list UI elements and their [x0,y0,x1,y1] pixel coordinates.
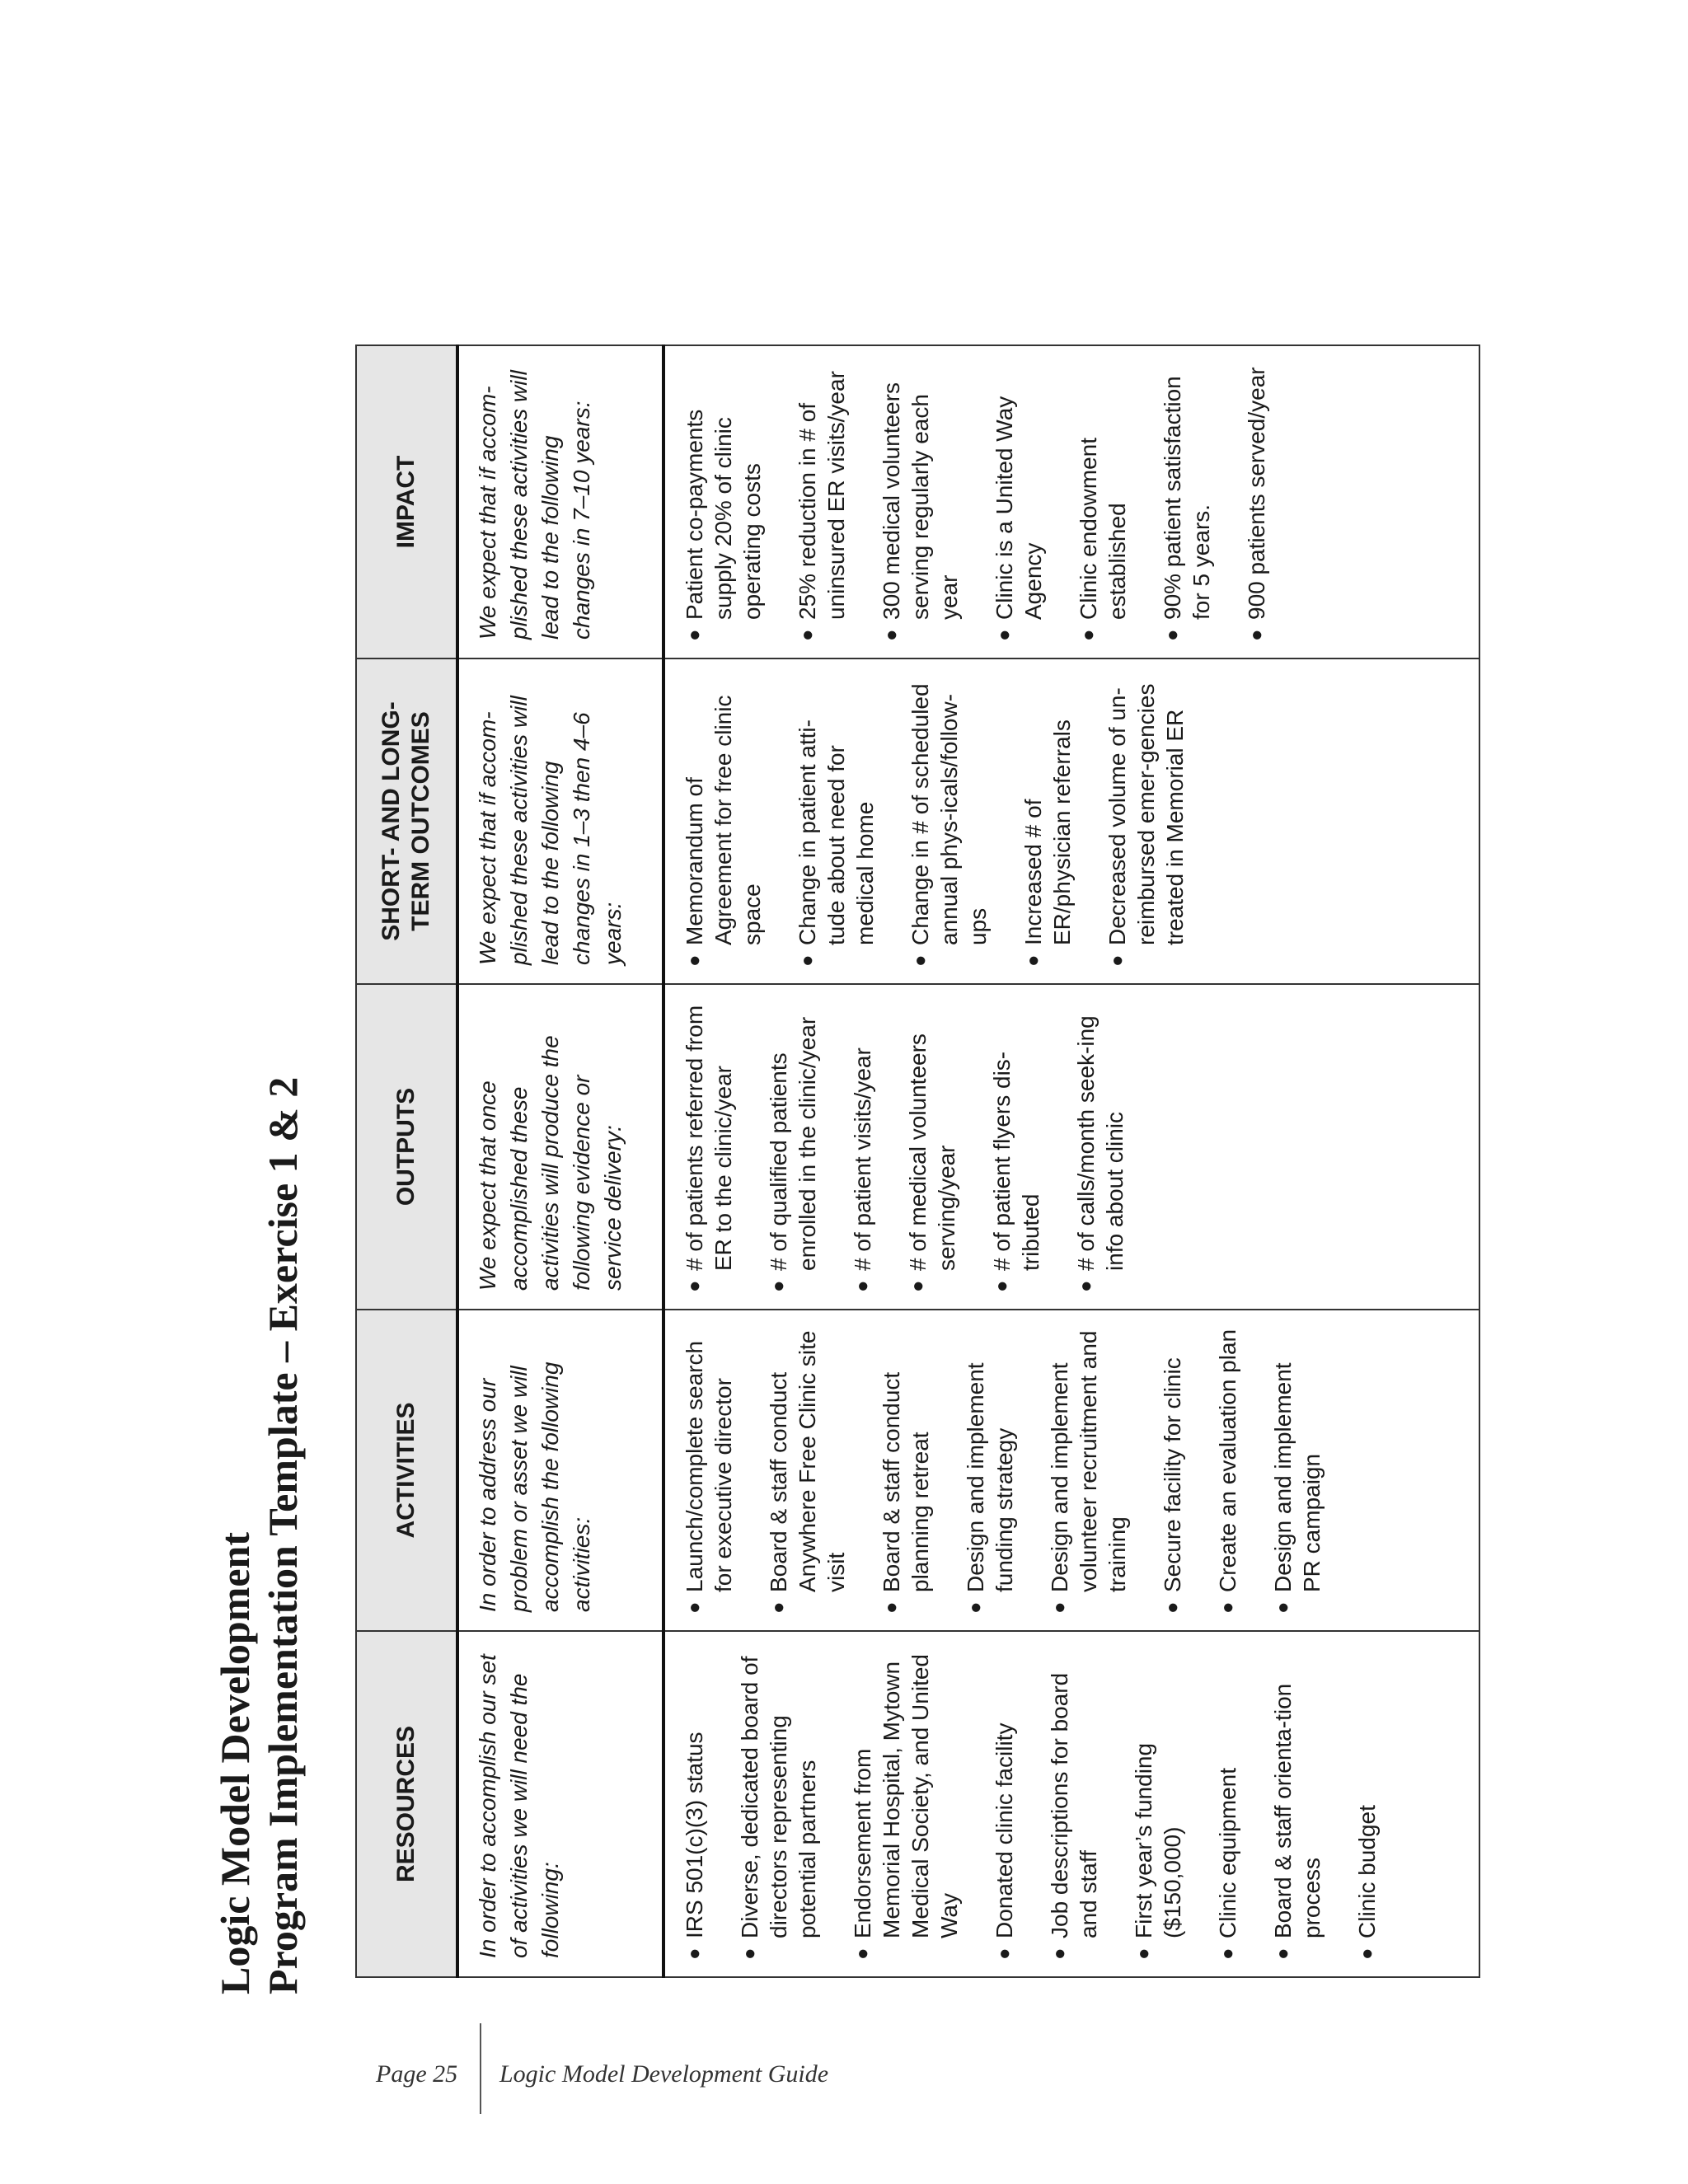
list-item: ● Create an evaluation plan [1213,1327,1242,1614]
items-row [663,345,1479,1977]
intro-impact: We expect that if accom-plished these activities will lead to the following changes in 7–10 years: [457,345,663,658]
list-item: ● IRS 501(c)(3) status [680,1648,709,1960]
list-item: ● First year’s funding ($150,000) [1129,1648,1187,1960]
list-item: ● Decreased volume of un-reimbursed emer-gencies treated in Memorial ER [1103,676,1189,967]
list-item: ● Design and implement volunteer recruitment and training [1045,1327,1132,1614]
intro-row [457,345,663,1977]
list-item: ● Memorandum of Agreement for free clinic space [680,676,767,967]
list-item: ● 300 medical volunteers serving regularly each year [877,363,964,641]
list-item: ● # of patient flyers dis-tributed [987,1001,1045,1292]
list-item: ● 90% patient satisfaction for 5 years. [1158,363,1216,641]
list-item: ● Design and implement PR campaign [1268,1327,1326,1614]
list-item: ● # of calls/month seek-ing info about clinic [1071,1001,1129,1292]
page-title [211,511,307,1994]
list-item: ● Change in patient atti-tude about need for medical home [793,676,879,967]
list-item: ● Launch/complete search for executive director [680,1327,738,1614]
list-item: ● Clinic is a United Way Agency [990,363,1048,641]
guide-title: Logic Model Development Guide [499,2060,829,2088]
list-item: ● Increased # of ER/physician referrals [1019,676,1076,967]
list-item: ● Board & staff conduct planning retreat [877,1327,935,1614]
title-line-2: Program Implementation Template – Exercise 1 & 2 [260,1076,306,1994]
title-line-1: Logic Model Development [212,1531,258,1994]
intro-resources: In order to accomplish our set of activities we will need the following: [457,1631,663,1977]
page-number: Page 25 [376,2060,458,2088]
list-item: ● Donated clinic facility [990,1648,1019,1960]
intro-outcomes: We expect that if accom-plished these activities will lead to the following changes in 1–3 then 4–6 years: [457,658,663,984]
bullet-list [680,676,1189,967]
header-text-line-2: TERM OUTCOMES [407,711,434,931]
header-resources [356,1631,457,1977]
rotated-page-content [211,346,1480,1994]
list-item: ● # of patient visits/year [848,1001,877,1292]
header-outcomes [356,658,457,984]
items-outputs [663,984,1479,1310]
list-item: ● Secure facility for clinic [1158,1327,1187,1614]
list-item: ● Board & staff orienta-tion process [1268,1648,1326,1960]
items-activities [663,1310,1479,1631]
list-item: ● Diverse, dedicated board of directors representing potential partners [735,1648,822,1960]
list-item: ● # of patients referred from ER to the clinic/year [680,1001,738,1292]
header-activities [356,1310,457,1631]
list-item: ● Board & staff conduct Anywhere Free Clinic site visit [764,1327,851,1614]
list-item: ● # of qualified patients enrolled in the clinic/year [764,1001,822,1292]
items-resources [663,1631,1479,1977]
page-footer [376,2052,1365,2102]
list-item: ● Clinic budget [1353,1648,1381,1960]
intro-activities: In order to address our problem or asset we will accomplish the following activities: [457,1310,663,1631]
header-outputs [356,984,457,1310]
bullet-list [680,363,1271,641]
list-item: ● Clinic equipment [1213,1648,1242,1960]
bullet-list [680,1001,1129,1292]
logic-model-table [355,344,1480,1978]
list-item: ● Patient co-payments supply 20% of clinic operating costs [680,363,767,641]
list-item: ● 900 patients served/year [1242,363,1271,641]
header-text: RESOURCES [392,1725,420,1883]
footer-divider [480,2023,481,2114]
list-item: ● Endorsement from Memorial Hospital, Mytown Medical Society, and United Way [848,1648,964,1960]
list-item: ● Change in # of scheduled annual phys-icals/follow-ups [906,676,992,967]
header-text-line-1: SHORT- AND LONG- [377,701,405,941]
items-impact [663,345,1479,658]
items-outcomes [663,658,1479,984]
list-item: ● Clinic endowment established [1074,363,1132,641]
list-item: ● Job descriptions for board and staff [1045,1648,1103,1960]
list-item: ● 25% reduction in # of uninsured ER visits/year [793,363,851,641]
intro-outputs: We expect that once accomplished these activities will produce the following evidence or service delivery: [457,984,663,1310]
header-text: ACTIVITIES [392,1402,420,1539]
header-impact [356,345,457,658]
list-item: ● # of medical volunteers serving/year [903,1001,961,1292]
header-text: IMPACT [392,455,420,549]
bullet-list [680,1648,1381,1960]
header-text: OUTPUTS [392,1087,420,1207]
list-item: ● Design and implement funding strategy [961,1327,1019,1614]
bullet-list [680,1327,1326,1614]
header-row [356,345,457,1977]
